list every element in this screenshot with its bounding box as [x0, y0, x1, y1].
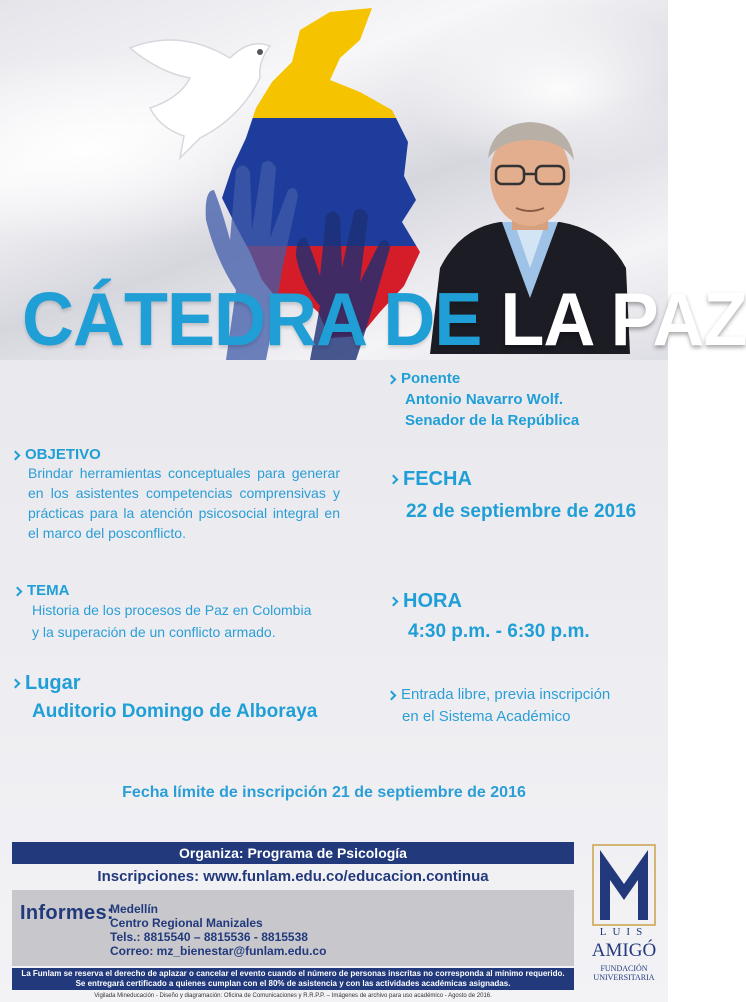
- dove-icon: [120, 18, 290, 168]
- inscripciones-link[interactable]: Inscripciones: www.funlam.edu.co/educacion.continua: [97, 868, 489, 885]
- lugar-label-text: Lugar: [25, 672, 81, 694]
- tema-label-text: TEMA: [27, 582, 70, 599]
- chevron-right-icon: [11, 679, 21, 689]
- informes-city: Medellín: [110, 902, 159, 916]
- fecha-label: [390, 468, 660, 491]
- objetivo-section: [12, 446, 340, 543]
- title-part-1: CÁTEDRA DE: [22, 278, 482, 362]
- lugar-section: [12, 672, 352, 723]
- lugar-value: Auditorio Domingo de Alboraya: [32, 701, 318, 722]
- informes-panel: [12, 890, 574, 966]
- logo-luis: LUIS: [599, 926, 649, 938]
- hero-banner: [0, 0, 746, 362]
- entrada-section: [388, 684, 663, 728]
- chevron-right-icon: [387, 690, 397, 700]
- title-part-2: LA PAZ: [500, 278, 746, 362]
- event-title: [22, 278, 746, 362]
- hora-label: [390, 590, 650, 613]
- credits-line: Vigilada Mineducación - Diseño y diagramación: Oficina de Comunicaciones y R.R.P.P. – Imágenes de archivo para uso académico - Agosto de 2016.: [94, 993, 492, 999]
- ponente-label: [388, 368, 658, 389]
- logo-fundacion: [586, 964, 662, 982]
- disclaimer-line-1: La Funlam se reserva el derecho de aplazar o cancelar el evento cuando el número de personas inscritas no corresponda al mínimo requerido.: [21, 969, 565, 978]
- tema-text-line-2: y la superación de un conflicto armado.: [32, 624, 276, 640]
- chevron-right-icon: [11, 450, 21, 460]
- entrada-line-1-row: [388, 684, 663, 706]
- disclaimer-line-2: Se entregará certificado a quienes cumplan con el 80% de asistencia y con las actividades académicas asignadas.: [75, 979, 511, 988]
- informes-lines: [110, 902, 326, 958]
- hora-label-text: HORA: [403, 590, 462, 612]
- entrada-line-2: en el Sistema Académico: [402, 708, 571, 725]
- chevron-right-icon: [389, 475, 399, 485]
- informes-email[interactable]: Correo: mz_bienestar@funlam.edu.co: [110, 944, 327, 958]
- hora-value: 4:30 p.m. - 6:30 p.m.: [408, 621, 590, 642]
- lugar-label: [12, 672, 352, 695]
- hora-section: [390, 590, 650, 643]
- logo-amigo: AMIGÓ: [591, 940, 657, 961]
- registration-deadline: Fecha límite de inscripción 21 de septiembre de 2016: [122, 784, 526, 801]
- chevron-right-icon: [13, 586, 23, 596]
- ponente-label-text: Ponente: [401, 370, 461, 387]
- fecha-section: [390, 468, 660, 523]
- disclaimer-bar: [12, 968, 574, 990]
- logo-fundacion-line-1: FUNDACIÓN: [600, 964, 648, 973]
- tema-text-line-1: Historia de los procesos de Paz en Colombia: [32, 602, 312, 618]
- informes-phones: Tels.: 8815540 – 8815536 - 8815538: [110, 930, 308, 944]
- tema-section: [14, 582, 364, 643]
- chevron-right-icon: [387, 374, 397, 384]
- objetivo-label: [12, 446, 340, 463]
- ponente-role: Senador de la República: [405, 412, 580, 429]
- objetivo-text: Brindar herramientas conceptuales para generar en los asistentes competencias comprensivas y prácticas para la atención psicosocial integral en el marco del posconflicto.: [28, 465, 340, 541]
- fecha-label-text: FECHA: [403, 468, 472, 490]
- fecha-value: 22 de septiembre de 2016: [406, 501, 637, 522]
- tema-label: [14, 582, 364, 599]
- informes-title: Informes:: [20, 902, 114, 924]
- funlam-logo: [586, 836, 662, 986]
- chevron-right-icon: [389, 597, 399, 607]
- ponente-section: [388, 368, 658, 431]
- ponente-name: Antonio Navarro Wolf.: [405, 391, 564, 408]
- logo-m-icon: [592, 844, 656, 926]
- logo-fundacion-line-2: UNIVERSITARIA: [593, 973, 655, 982]
- entrada-line-1: Entrada libre, previa inscripción: [401, 686, 611, 703]
- objetivo-label-text: OBJETIVO: [25, 446, 101, 463]
- organiza-bar: Organiza: Programa de Psicología: [12, 842, 574, 864]
- informes-center: Centro Regional Manizales: [110, 916, 263, 930]
